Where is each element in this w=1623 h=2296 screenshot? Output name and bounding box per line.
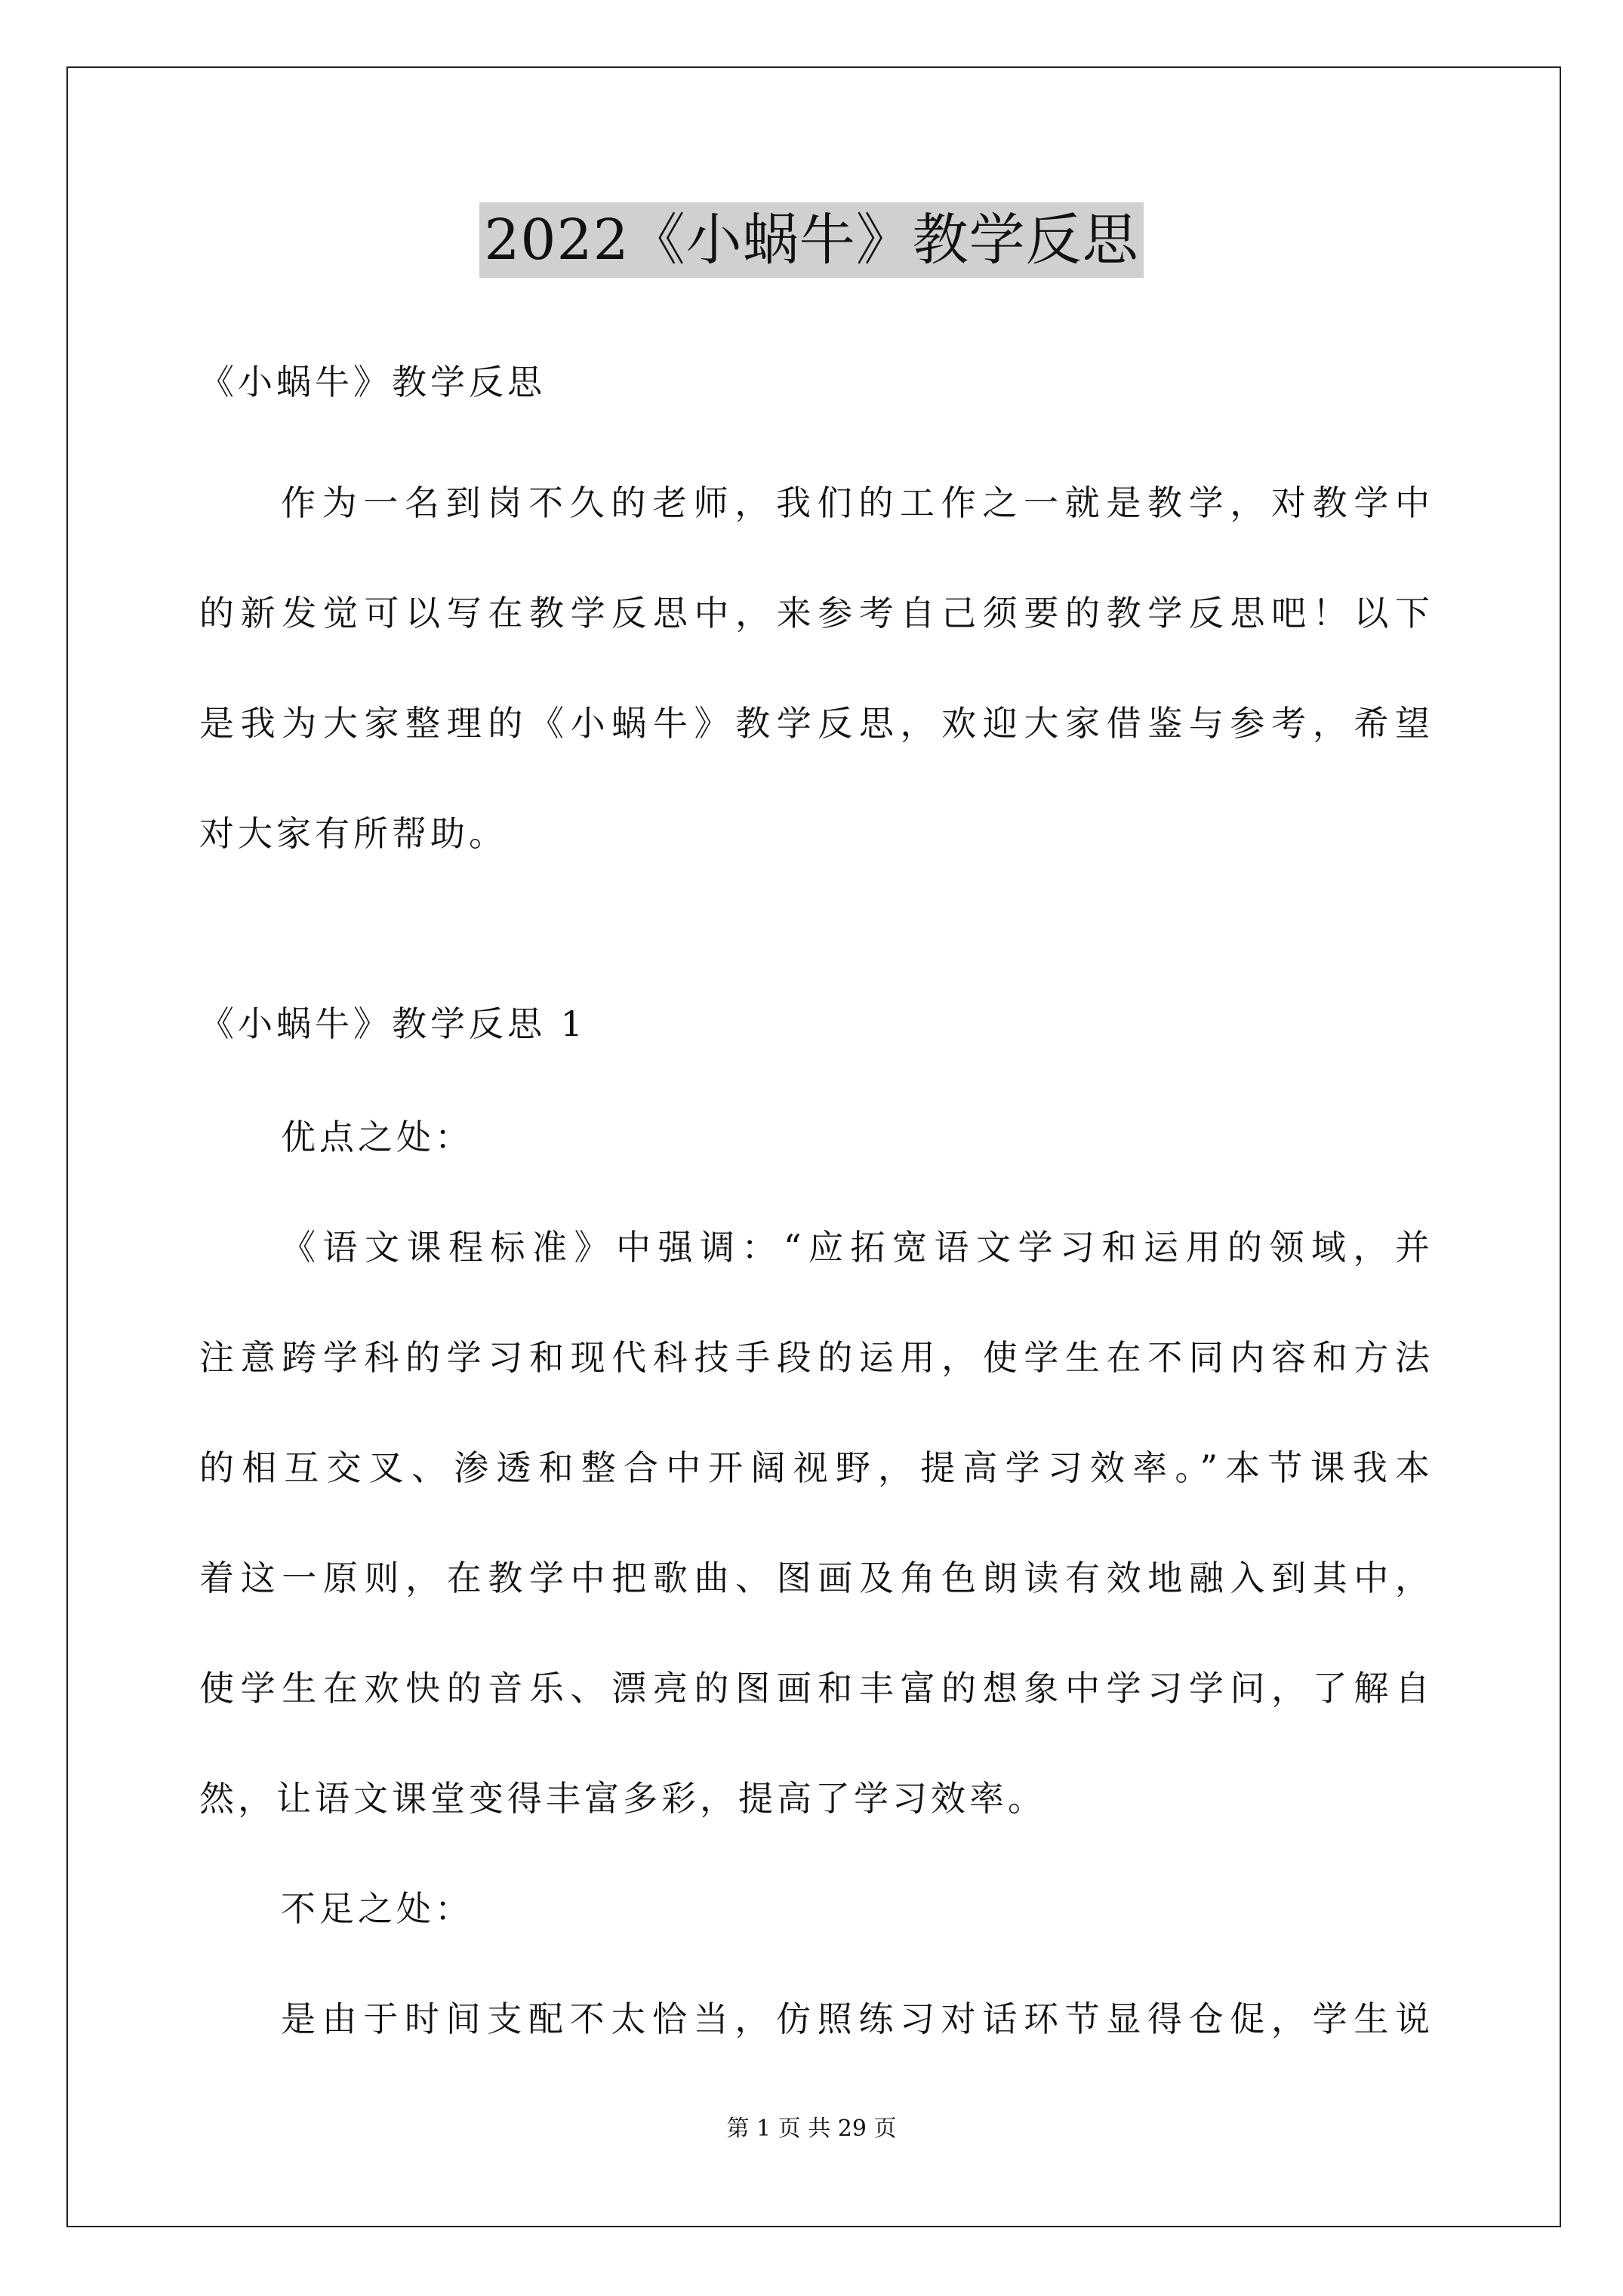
page-number-footer: 第 1 页 共 29 页 — [726, 2116, 897, 2142]
paragraph-line: 的新发觉可以写在教学反思中，来参考自己须要的教学反思吧！以下 — [199, 593, 1430, 633]
document-title: 2022《小蜗牛》教学反思 — [479, 202, 1143, 278]
paragraph-line: 作为一名到岗不久的老师，我们的工作之一就是教学，对教学中 — [281, 482, 1430, 523]
subheading: 优点之处： — [281, 1117, 473, 1157]
paragraph-line: 对大家有所帮助。 — [199, 813, 507, 854]
section-heading: 《小蜗牛》教学反思 1 — [199, 1003, 587, 1044]
paragraph-line: 使学生在欢快的音乐、漂亮的图画和丰富的想象中学习学问，了解自 — [199, 1668, 1430, 1709]
paragraph-line: 是由于时间支配不太恰当，仿照练习对话环节显得仓促，学生说 — [281, 1999, 1430, 2039]
title-container — [0, 202, 1623, 278]
section-heading: 《小蜗牛》教学反思 — [199, 362, 546, 402]
paragraph-line: 的相互交叉、渗透和整合中开阔视野，提高学习效率。”本节课我本 — [199, 1447, 1430, 1488]
paragraph-line: 《语文课程标准》中强调：“应拓宽语文学习和运用的领域，并 — [281, 1227, 1430, 1268]
subheading: 不足之处： — [281, 1888, 473, 1929]
paragraph-line: 着这一原则，在教学中把歌曲、图画及角色朗读有效地融入到其中， — [199, 1558, 1430, 1598]
paragraph-line: 是我为大家整理的《小蜗牛》教学反思，欢迎大家借鉴与参考，希望 — [199, 703, 1430, 744]
paragraph-line: 然，让语文课堂变得丰富多彩，提高了学习效率。 — [199, 1778, 1046, 1819]
paragraph-line: 注意跨学科的学习和现代科技手段的运用，使学生在不同内容和方法 — [199, 1337, 1430, 1378]
